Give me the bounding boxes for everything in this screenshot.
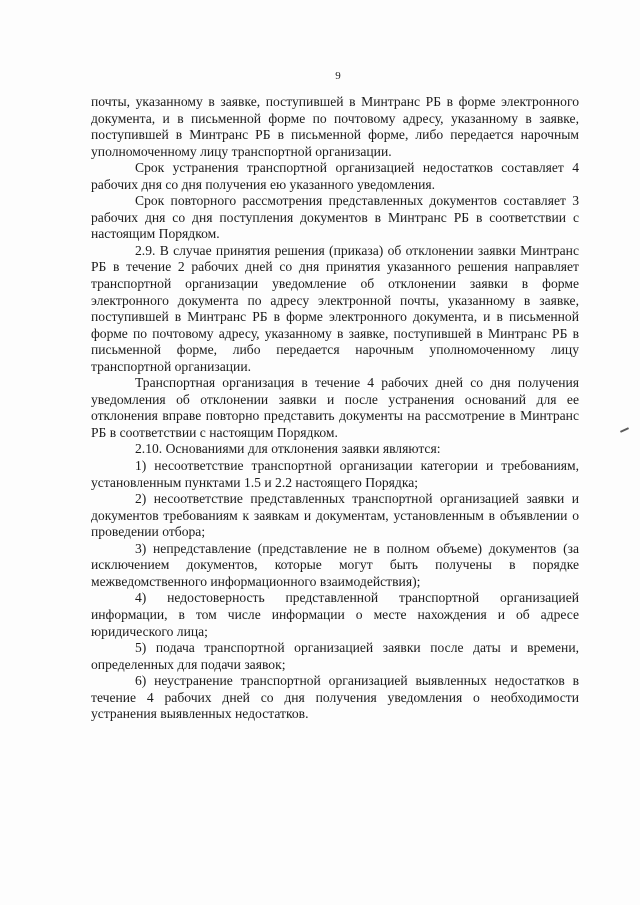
list-item-1: 1) несоответствие транспортной организации категории и требованиям, установленным пунктами 1.5 и 2.2 настоящего Порядка; bbox=[91, 458, 579, 490]
paragraph-continuation: почты, указанному в заявке, поступившей в Минтранс РБ в форме электронного документа, и в письменной форме по почтовому адресу, указанному в заявке, поступившей в Минтранс РБ в письменной форме, либо передается нарочным уполномоченному лицу транспортной организации. bbox=[91, 94, 579, 159]
list-item-3: 3) непредставление (представление не в полном объеме) документов (за исключением документов, которые могут быть получены в порядке межведомственного информационного взаимодействия); bbox=[91, 540, 579, 589]
page-number: 9 bbox=[335, 70, 341, 82]
paragraph-review-deadline: Срок повторного рассмотрения представленных документов составляет 3 рабочих дня со дня поступления документов в Минтранс РБ в соответствии с настоящим Порядком. bbox=[91, 193, 579, 242]
list-item-6: 6) неустранение транспортной организацией выявленных недостатков в течение 4 рабочих дней со дня получения уведомления о необходимости устранения выявленных недостатков. bbox=[91, 673, 579, 722]
document-body bbox=[91, 94, 579, 723]
paragraph-deficiency-deadline: Срок устранения транспортной организацией недостатков составляет 4 рабочих дня со дня получения ею указанного уведомления. bbox=[91, 160, 579, 192]
scan-mark bbox=[620, 427, 629, 433]
list-item-4: 4) недостоверность представленной транспортной организацией информации, в том числе информации о месте нахождения и об адресе юридического лица; bbox=[91, 590, 579, 639]
paragraph-resubmission: Транспортная организация в течение 4 рабочих дней со дня получения уведомления об отклонении заявки и после устранения оснований для ее отклонения вправе повторно представить документы на рассмотрение в Минтранс РБ в соответствии с настоящим Порядком. bbox=[91, 375, 579, 440]
paragraph-2-10: 2.10. Основаниями для отклонения заявки являются: bbox=[135, 441, 441, 457]
paragraph-2-9: 2.9. В случае принятия решения (приказа) об отклонении заявки Минтранс РБ в течение 2 рабочих дней со дня принятия указанного решения направляет транспортной организации уведомление об отклонении заявки в форме электронного документа по адресу электронной почты, указанному в заявке, поступившей в Минтранс РБ в форме электронного документа, и в письменной форме по почтовому адресу, указанному в заявке, поступившей в Минтранс РБ в письменной форме, либо передается нарочным уполномоченному лицу транспортной организации. bbox=[91, 242, 579, 374]
list-item-5: 5) подача транспортной организацией заявки после даты и времени, определенных для подачи заявок; bbox=[91, 640, 579, 672]
list-item-2: 2) несоответствие представленных транспортной организацией заявки и документов требованиям к заявкам и документам, установленным в объявлении о проведении отбора; bbox=[91, 491, 579, 540]
